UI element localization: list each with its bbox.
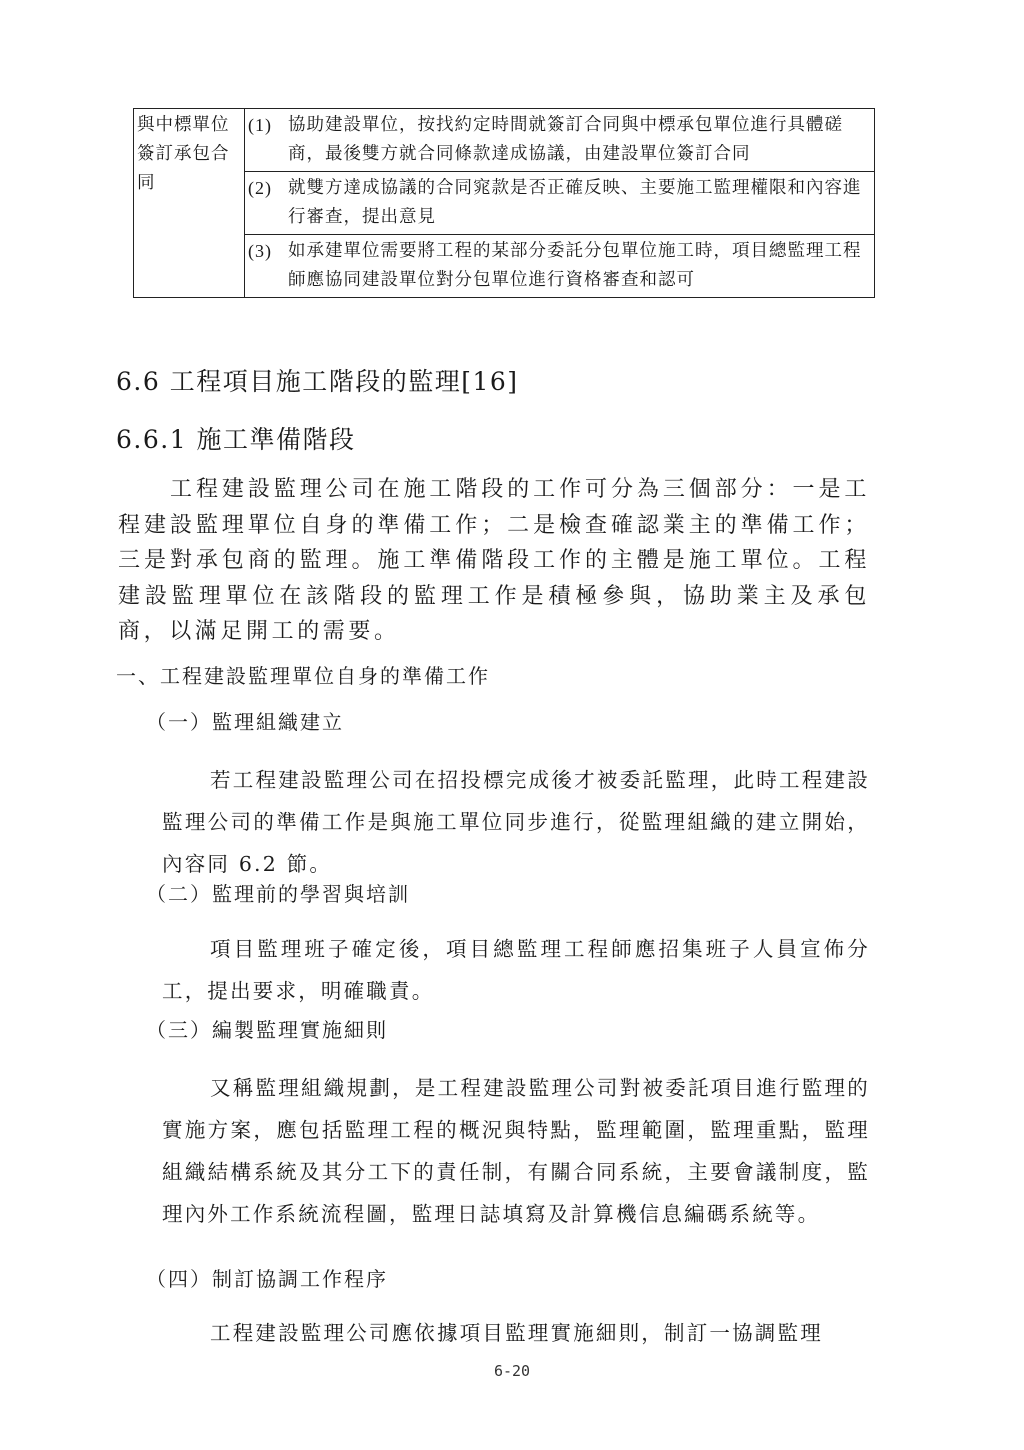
subitem-paragraph: 工程建設監理公司應依據項目監理實施細則，制訂一協調監理	[210, 1321, 823, 1345]
subitem-paragraph: 又稱監理組織規劃，是工程建設監理公司對被委託項目進行監理的實施方案，應包括監理工程的概況與特點，監理範圍，監理重點，監理組織結構系統及其分工下的責任制，有關合同系統，主要會議制度，監理內外工作系統流程圖，監理日誌填寫及計算機信息編碼系統等。	[162, 1076, 870, 1226]
table-row	[134, 109, 875, 172]
list-item	[248, 237, 871, 295]
subsection-title: 6.6.1 施工準備階段	[116, 425, 356, 454]
subitem-paragraph: 若工程建設監理公司在招投標完成後才被委託監理，此時工程建設監理公司的準備工作是與施工單位同步進行，從監理組織的建立開始，內容同 6.2 節。	[162, 768, 870, 876]
item-text: 協助建設單位，按找約定時間就簽訂合同與中標承包單位進行具體磋商，最後雙方就合同條款達成協議，由建設單位簽訂合同	[288, 115, 843, 164]
subitem-heading: （一）監理組織建立	[146, 710, 344, 734]
item-number: (1)	[248, 115, 272, 135]
supervision-duty-table	[133, 108, 875, 298]
subitem-heading: （四）制訂協調工作程序	[146, 1267, 388, 1291]
section-title: 6.6 工程項目施工階段的監理[16]	[116, 367, 519, 396]
table-item-cell	[245, 235, 875, 298]
item-number: (2)	[248, 178, 272, 198]
table-topic-cell: 與中標單位簽訂承包合同	[134, 109, 245, 298]
list-item	[248, 111, 871, 169]
item-heading: 一、工程建設監理單位自身的準備工作	[116, 664, 490, 688]
table-item-cell	[245, 172, 875, 235]
subitem-paragraph: 項目監理班子確定後，項目總監理工程師應招集班子人員宣佈分工，提出要求，明確職責。	[162, 937, 870, 1003]
list-item	[248, 174, 871, 232]
item-text: 就雙方達成協議的合同窕款是否正確反映、主要施工監理權限和內容進行審查，提出意見	[288, 178, 862, 227]
subitem-heading: （三）編製監理實施細則	[146, 1018, 388, 1042]
item-text: 如承建單位需要將工程的某部分委託分包單位施工時，項目總監理工程師應協同建設單位對分包單位進行資格審查和認可	[288, 241, 862, 290]
page-number: 6-20	[493, 1362, 531, 1380]
subitem-heading: （二）監理前的學習與培訓	[146, 882, 410, 906]
intro-paragraph: 工程建設監理公司在施工階段的工作可分為三個部分：一是工程建設監理單位自身的準備工作；二是檢查確認業主的準備工作；三是對承包商的監理。施工準備階段工作的主體是施工單位。工程建設監理單位在該階段的監理工作是積極參與，協助業主及承包商，以滿足開工的需要。	[118, 477, 870, 644]
table-row	[134, 172, 875, 235]
item-number: (3)	[248, 241, 272, 261]
table-item-cell	[245, 109, 875, 172]
table-row	[134, 235, 875, 298]
